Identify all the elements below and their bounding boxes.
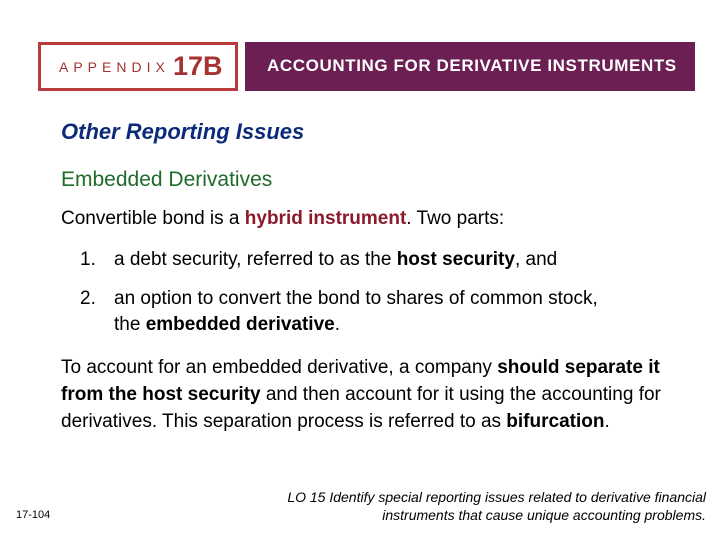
list-text-line2-bold: embedded derivative (145, 314, 335, 335)
appendix-number: 17B (173, 51, 223, 81)
lo-line-1: LO 15 Identify special reporting issues related to derivative financial (287, 489, 706, 505)
para-bold-1: should separate it from the host security (61, 357, 660, 405)
list-text-after: , and (514, 249, 558, 270)
list-text-bold: host security (396, 249, 515, 270)
chapter-title-bar (245, 42, 695, 91)
slide-heading: Other Reporting Issues (61, 119, 305, 144)
appendix-word: APPENDIX (59, 59, 170, 75)
intro-highlight: hybrid instrument (244, 208, 407, 229)
para-bold-2: bifurcation (506, 411, 605, 432)
chapter-title: ACCOUNTING FOR DERIVATIVE INSTRUMENTS (267, 56, 677, 75)
list-text (114, 286, 598, 338)
appendix-label-box (38, 42, 238, 91)
lo-line-2: instruments that cause unique accounting problems. (382, 507, 706, 523)
intro-sentence (61, 208, 504, 230)
list-text (114, 247, 557, 273)
para-text-2: and then account for it using the accounting for derivatives. This separation process is referred to as (61, 384, 661, 432)
list-text-line2-before: the (114, 314, 146, 335)
slide-number: 17-104 (16, 509, 51, 521)
list-number: 2. (80, 288, 96, 309)
list-text-line1: an option to convert the bond to shares of common stock, (114, 288, 598, 309)
list-text-line2-after: . (334, 314, 341, 335)
para-text-1: To account for an embedded derivative, a company (61, 357, 498, 378)
intro-text-after: . Two parts: (406, 208, 505, 229)
intro-text-before: Convertible bond is a (61, 208, 245, 229)
para-text-3: . (604, 411, 610, 432)
learning-objective (166, 488, 706, 524)
slide-subheading: Embedded Derivatives (61, 168, 273, 191)
list-text-before: a debt security, referred to as the (114, 249, 397, 270)
list-number: 1. (80, 249, 96, 270)
body-paragraph (61, 354, 691, 435)
